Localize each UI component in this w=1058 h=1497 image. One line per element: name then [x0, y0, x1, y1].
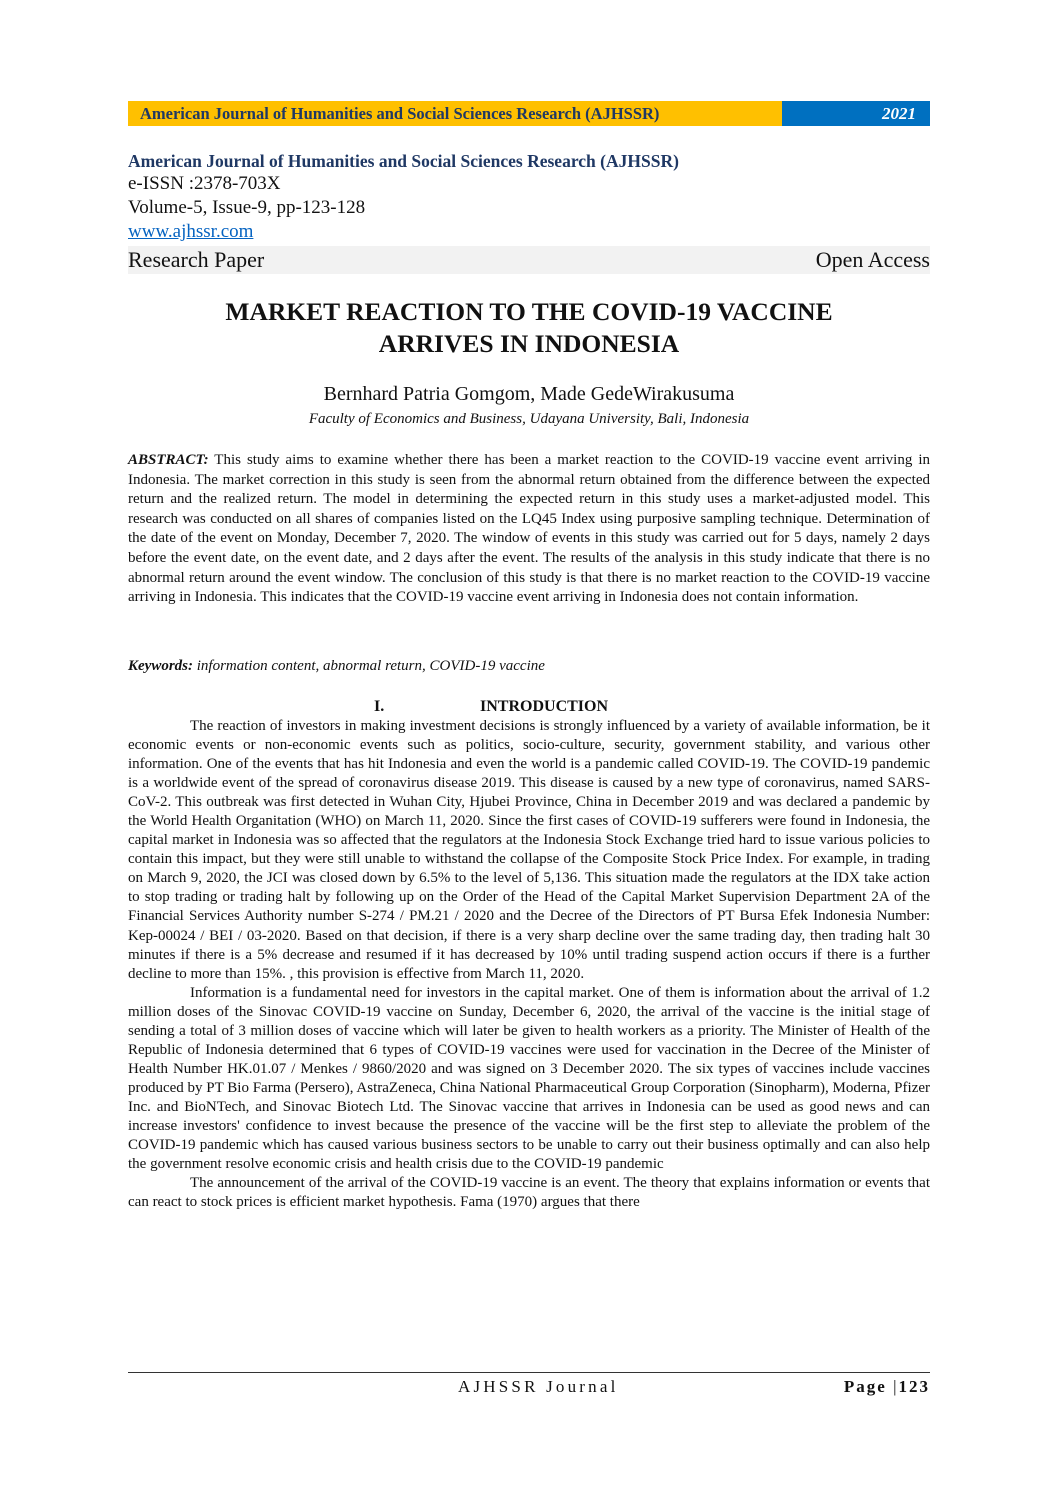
footer-journal: AJHSSR Journal	[458, 1377, 619, 1396]
abstract-label: ABSTRACT:	[128, 452, 209, 468]
paper-title	[128, 296, 930, 360]
access-type: Open Access	[815, 247, 930, 272]
abstract-text: This study aims to examine whether there has been a market reaction to the COVID-19 vaccine event arriving in Indonesia. The market correction in this study is seen from the abnormal return obtained from the difference between the expected return and the realized return. The model in determining the expected return in this study uses a market-adjusted model. This research was conducted on all shares of companies listed on the LQ45 Index using purposive sampling technique. Determination of the date of the event on Monday, December 7, 2020. The window of events in this study was carried out for 5 days, namely 2 days before the event date, on the event date, and 2 days after the event. The results of the analysis in this study indicate that there is no abnormal return around the event window. The conclusion of this study is that there is no market reaction to the COVID-19 vaccine arriving in Indonesia. This indicates that the COVID-19 vaccine event arriving in Indonesia does not contain information.	[128, 452, 930, 606]
body-text	[128, 717, 930, 1212]
paper-title-line-1: MARKET REACTION TO THE COVID-19 VACCINE	[225, 297, 833, 326]
footer-page-label: Page	[843, 1377, 887, 1396]
journal-header-banner	[128, 101, 930, 126]
footer-separator: |	[893, 1377, 899, 1396]
journal-info	[128, 150, 930, 244]
abstract	[128, 451, 930, 608]
journal-banner-year: 2021	[782, 101, 930, 126]
page-footer	[128, 1372, 930, 1401]
paper-title-line-2: ARRIVES IN INDONESIA	[378, 329, 680, 358]
section-number: I.	[374, 698, 385, 715]
page-number: 123	[898, 1377, 930, 1396]
keywords	[128, 656, 930, 676]
paragraph: Information is a fundamental need for investors in the capital market. One of them is information about the arrival of 1.2 million doses of the Sinovac COVID-19 vaccine on Sunday, December 6, 2020, the arrival of the vaccine is the initial stage of sending a total of 3 million doses of vaccine which will later be given to health workers as a priority. The Minister of Health of the Republic of Indonesia determined that 6 types of COVID-19 vaccines were used for vaccination in the Decree of the Minister of Health Number HK.01.07 / Menkes / 9860/2020 and was signed on 3 December 2020. The six types of vaccines include vaccines produced by PT Bio Farma (Persero), AstraZeneca, China National Pharmaceutical Group Corporation (Sinopharm), Moderna, Pfizer Inc. and BioNTech, and Sinovac Biotech Ltd. The Sinovac vaccine that arrives in Indonesia can be used as good news and can increase investors' confidence to invest because the presence of the vaccine will be the first step to alleviate the problem of the COVID-19 pandemic which has caused various business sectors to be unable to carry out their business optimally and can also help the government resolve economic crisis and health crisis due to the COVID-19 pandemic	[128, 984, 931, 1173]
journal-name: American Journal of Humanities and Social Sciences Research (AJHSSR)	[128, 151, 679, 171]
paragraph: The reaction of investors in making investment decisions is strongly influenced by a variety of available information, be it economic events or non-economic events such as politics, socio-culture, security, government stability, and various other information. One of the events that has hit Indonesia and even the world is a pandemic called COVID-19. The COVID-19 pandemic is a worldwide event of the spread of coronavirus disease 2019. This disease is caused by a new type of coronavirus, named SARS-CoV-2. This outbreak was first detected in Wuhan City, Hjubei Province, China in December 2019 and was declared a pandemic by the World Health Organitation (WHO) on March 11, 2020. Since the first cases of COVID-19 sufferers were found in Indonesia, the capital market in Indonesia was so affected that the regulators at the Indonesia Stock Exchange tried hard to issue various policies to contain this impact, but they were still unable to withstand the collapse of the Composite Stock Price Index. For example, in trading on March 9, 2020, the JCI was closed down by 6.5% to the level of 5,136. This situation made the regulators at the IDX take action to stop trading or trading halt by following up on the Order of the Head of the Capital Market Supervision Department 2A of the Financial Services Authority number S-274 / PM.21 / 2020 and the Decree of the Directors of PT Bursa Efek Indonesia Number: Kep-00024 / BEI / 03-2020. Based on that decision, if there is a very sharp decline over the same trading day, then trading halt 30 minutes if there is a 5% decrease and resumed if it has decreased by 10% until trading suspend action occurs if there is a further decline to more than 15%. , this provision is effective from March 11, 2020.	[128, 718, 930, 982]
issn: e-ISSN :2378-703X	[128, 173, 281, 194]
section-title: INTRODUCTION	[480, 698, 609, 715]
footer-page	[844, 1377, 930, 1397]
paper-type-bar	[128, 246, 930, 274]
keywords-label: Keywords:	[128, 658, 193, 674]
affiliation: Faculty of Economics and Business, Udayana University, Bali, Indonesia	[308, 411, 750, 427]
volume-issue: Volume-5, Issue-9, pp-123-128	[128, 197, 366, 218]
journal-banner-title: American Journal of Humanities and Social Sciences Research (AJHSSR)	[128, 101, 782, 126]
keywords-text: information content, abnormal return, COVID-19 vaccine	[196, 658, 545, 674]
journal-website-link[interactable]: www.ajhssr.com	[128, 221, 254, 242]
authors: Bernhard Patria Gomgom, Made GedeWirakusuma	[323, 383, 735, 405]
paragraph: The announcement of the arrival of the COVID-19 vaccine is an event. The theory that explains information or events that can react to stock prices is efficient market hypothesis. Fama (1970) argues that there	[128, 1175, 930, 1211]
paper-type: Research Paper	[128, 247, 265, 272]
